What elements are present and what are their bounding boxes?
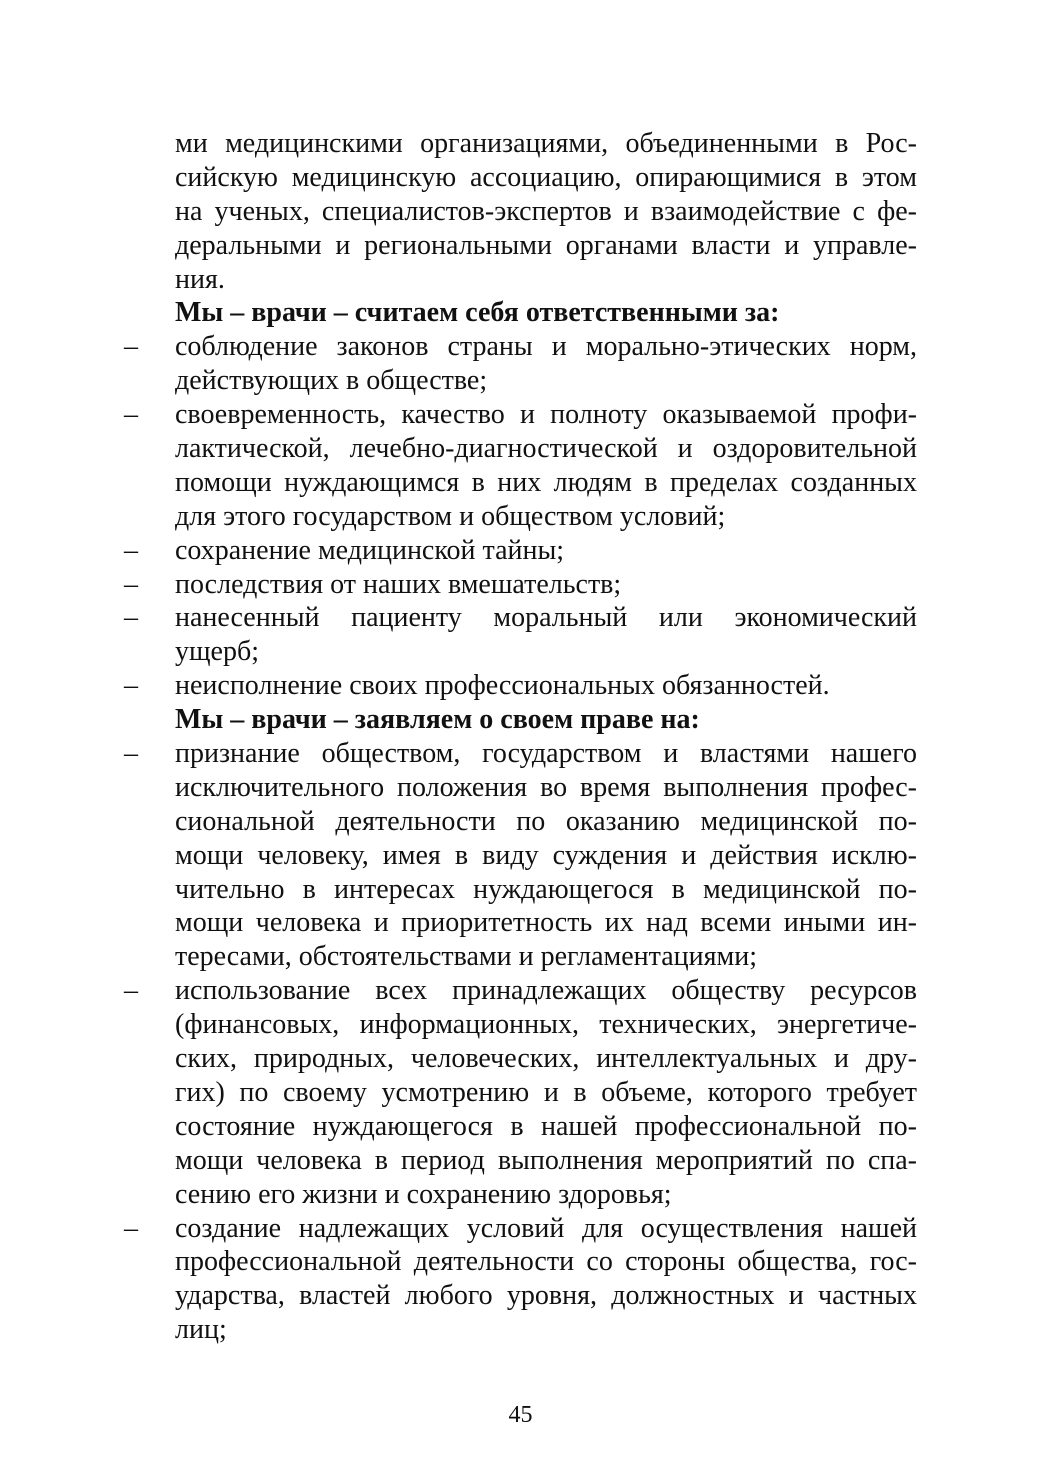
line-text: сийскую медицинскую ассоциацию, опирающимися в этом	[175, 161, 917, 193]
text-line	[0, 229, 1041, 263]
line-text: использование всех принадлежащих обществу ресурсов	[175, 975, 917, 1007]
text-line	[0, 940, 1041, 974]
line-text: сохранение медицинской тайны;	[175, 534, 565, 566]
line-text: ущерб;	[175, 636, 260, 668]
text-line	[0, 161, 1041, 195]
text-line	[0, 974, 1041, 1008]
list-bullet-dash: –	[124, 738, 138, 770]
list-bullet-dash: –	[124, 975, 138, 1007]
list-bullet-dash: –	[124, 670, 138, 702]
line-text: лактической, лечебно-диагностической и оздоровительной	[175, 433, 917, 465]
line-text: лиц;	[175, 1314, 227, 1346]
text-line	[0, 839, 1041, 873]
text-line	[0, 534, 1041, 568]
text-line	[0, 771, 1041, 805]
line-text: создание надлежащих условий для осуществления нашей	[175, 1212, 917, 1244]
line-text: деральными и региональными органами власти и управле-	[175, 229, 917, 261]
list-bullet-dash: –	[124, 331, 138, 363]
line-text: сению его жизни и сохранению здоровья;	[175, 1178, 672, 1210]
text-line	[0, 330, 1041, 364]
section-heading: Мы – врачи – считаем себя ответственными за:	[175, 297, 780, 329]
text-line	[0, 906, 1041, 940]
line-text: (финансовых, информационных, технических, энергетиче-	[175, 1009, 917, 1041]
text-line	[0, 1212, 1041, 1246]
line-text: исключительного положения во время выполнения профес-	[175, 771, 917, 803]
line-text: мощи человеку, имея в виду суждения и действия исклю-	[175, 839, 917, 871]
text-line	[0, 466, 1041, 500]
line-text: мощи человека и приоритетность их над всеми иными ин-	[175, 907, 917, 939]
text-line	[0, 1313, 1041, 1347]
line-text: чительно в интересах нуждающегося в медицинской по-	[175, 873, 917, 905]
text-line	[0, 1178, 1041, 1212]
line-text: признание обществом, государством и властями нашего	[175, 738, 917, 770]
line-text: неисполнение своих профессиональных обязанностей.	[175, 670, 830, 702]
text-line	[0, 805, 1041, 839]
line-text: гих) по своему усмотрению и в объеме, которого требует	[175, 1076, 917, 1108]
line-text: сиональной деятельности по оказанию медицинской по-	[175, 805, 917, 837]
text-line	[0, 398, 1041, 432]
text-line	[0, 1144, 1041, 1178]
line-text: для этого государством и обществом условий;	[175, 500, 726, 532]
body-text	[0, 127, 1041, 1347]
section-heading: Мы – врачи – заявляем о своем праве на:	[175, 704, 700, 736]
line-text: ских, природных, человеческих, интеллектуальных и дру-	[175, 1043, 917, 1075]
line-text: мощи человека в период выполнения мероприятий по спа-	[175, 1144, 917, 1176]
text-line	[0, 364, 1041, 398]
text-line	[0, 669, 1041, 703]
line-text: помощи нуждающимся в них людям в пределах созданных	[175, 466, 917, 498]
text-line	[0, 737, 1041, 771]
line-text: своевременность, качество и полноту оказываемой профи-	[175, 399, 917, 431]
text-line	[0, 1110, 1041, 1144]
text-line	[0, 873, 1041, 907]
line-text: действующих в обществе;	[175, 365, 488, 397]
text-line	[0, 1042, 1041, 1076]
line-text: состояние нуждающегося в нашей профессиональной по-	[175, 1110, 917, 1142]
text-line	[0, 1008, 1041, 1042]
line-text: ния.	[175, 263, 225, 295]
line-text: ми медицинскими организациями, объединенными в Рос-	[175, 128, 917, 159]
list-bullet-dash: –	[124, 399, 138, 431]
line-text: профессиональной деятельности со стороны общества, гос-	[175, 1246, 917, 1278]
text-line	[0, 296, 1041, 330]
line-text: нанесенный пациенту моральный или экономический	[175, 602, 917, 634]
text-line	[0, 568, 1041, 602]
text-line	[0, 1279, 1041, 1313]
line-text: тересами, обстоятельствами и регламентациями;	[175, 941, 757, 973]
list-bullet-dash: –	[124, 602, 138, 634]
list-bullet-dash: –	[124, 568, 138, 600]
list-bullet-dash: –	[124, 1212, 138, 1244]
text-line	[0, 195, 1041, 229]
text-line	[0, 1245, 1041, 1279]
line-text: на ученых, специалистов-экспертов и взаимодействие с фе-	[175, 195, 917, 227]
line-text: ударства, властей любого уровня, должностных и частных	[175, 1280, 917, 1312]
page-number: 45	[508, 1402, 533, 1428]
text-line	[0, 703, 1041, 737]
text-line	[0, 432, 1041, 466]
text-line	[0, 635, 1041, 669]
text-line	[0, 127, 1041, 161]
text-line	[0, 263, 1041, 297]
text-line	[0, 601, 1041, 635]
text-line	[0, 1076, 1041, 1110]
line-text: последствия от наших вмешательств;	[175, 568, 622, 600]
line-text: соблюдение законов страны и морально-этических норм,	[175, 331, 917, 363]
list-bullet-dash: –	[124, 534, 138, 566]
text-line	[0, 500, 1041, 534]
